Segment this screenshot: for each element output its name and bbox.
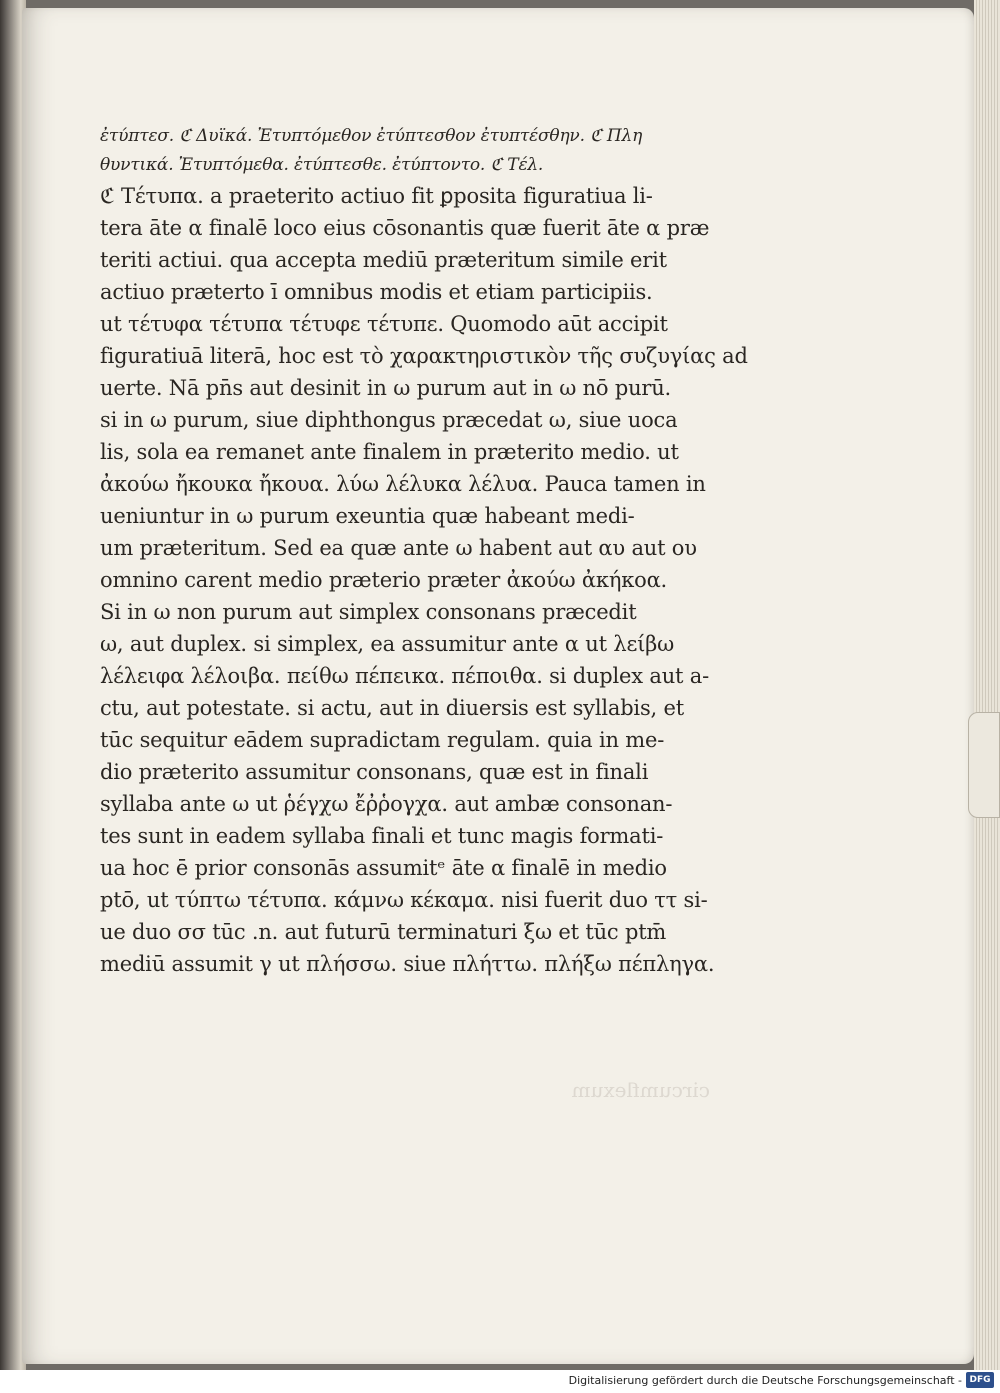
text-line: ctu, aut potestate. si actu, aut in diuersis est syllabis, et	[100, 696, 684, 720]
footer-credit: Digitalisierung gefördert durch die Deutsche Forschungsgemeinschaft -	[568, 1374, 962, 1387]
dfg-logo: DFG	[966, 1372, 994, 1388]
text-line: mediū assumit γ ut πλήσσω. siue πλήττω. πλήξω πέπληγα.	[100, 952, 715, 976]
text-line: θυντικά. Ἐτυπτόμεθα. ἐτύπτεσθε. ἐτύπτοντο. ℭ Τέλ.	[100, 155, 544, 175]
text-line: tera āte α finalē loco eius cōsonantis quæ fuerit āte α præ	[100, 216, 710, 240]
text-line: ἀκούω ἤκουκα ἤκουα. λύω λέλυκα λέλυα. Pauca tamen in	[100, 472, 706, 496]
text-line: dio præterito assumitur consonans, quæ est in finali	[100, 760, 649, 784]
text-line: tūc sequitur eādem supradictam regulam. quia in me-	[100, 728, 665, 752]
text-line: ut τέτυφα τέτυπα τέτυφε τέτυπε. Quomodo aūt accipit	[100, 312, 668, 336]
text-line: Si in ω non purum aut simplex consonans præcedit	[100, 600, 637, 624]
text-line: λέλειφα λέλοιβα. πείθω πέπεικα. πέποιθα. si duplex aut a-	[100, 664, 709, 688]
text-line: ptō, ut τύπτω τέτυπα. κάμνω κέκαμα. nisi fuerit duo ττ si-	[100, 888, 708, 912]
text-line: ἐτύπτεσ. ℭ Δυϊκά. Ἐτυπτόμεθον ἐτύπτεσθον ἐτυπτέσθην. ℭ Πλη	[100, 126, 643, 146]
text-line: lis, sola ea remanet ante finalem in præterito medio. ut	[100, 440, 679, 464]
text-line: figuratiuā literā, hoc est τὸ χαρακτηριστικὸν τῆς συζυγίας ad	[100, 344, 748, 368]
text-line: actiuo præterto ī omnibus modis et etiam participiis.	[100, 280, 653, 304]
text-line: um præteritum. Sed ea quæ ante ω habent aut αυ aut ου	[100, 536, 697, 560]
text-line: ℭ Τέτυπα. a praeterito actiuo fit ꝑposita figuratiua li-	[100, 184, 653, 208]
text-line: ue duo σσ tūc .n. aut futurū terminaturi ξω et tūc ptm̄	[100, 920, 667, 944]
text-line: tes sunt in eadem syllaba finali et tunc magis formati-	[100, 824, 664, 848]
text-line: ω, aut duplex. si simplex, ea assumitur ante α ut λείβω	[100, 632, 675, 656]
text-line: ueniuntur in ω purum exeuntia quæ habeant medi-	[100, 504, 635, 528]
text-line: uerte. Nā pn̄s aut desinit in ω purum aut in ω nō purū.	[100, 376, 672, 400]
text-line: syllaba ante ω ut ῥέγχω ἔῤῥογχα. aut ambæ consonan-	[100, 792, 673, 816]
show-through-text: circumflexum	[571, 1078, 710, 1102]
page-stack-edge	[974, 0, 1000, 1370]
text-line: teriti actiui. qua accepta mediū præteritum simile erit	[100, 248, 667, 272]
text-line: ua hoc ē prior consonās assumitᵉ āte α finalē in medio	[100, 856, 667, 880]
page-clip	[968, 712, 1000, 818]
text-block	[100, 122, 765, 980]
text-line: omnino carent medio præterio præter ἀκούω ἀκήκοα.	[100, 568, 668, 592]
text-line: si in ω purum, siue diphthongus præcedat ω, siue uoca	[100, 408, 678, 432]
